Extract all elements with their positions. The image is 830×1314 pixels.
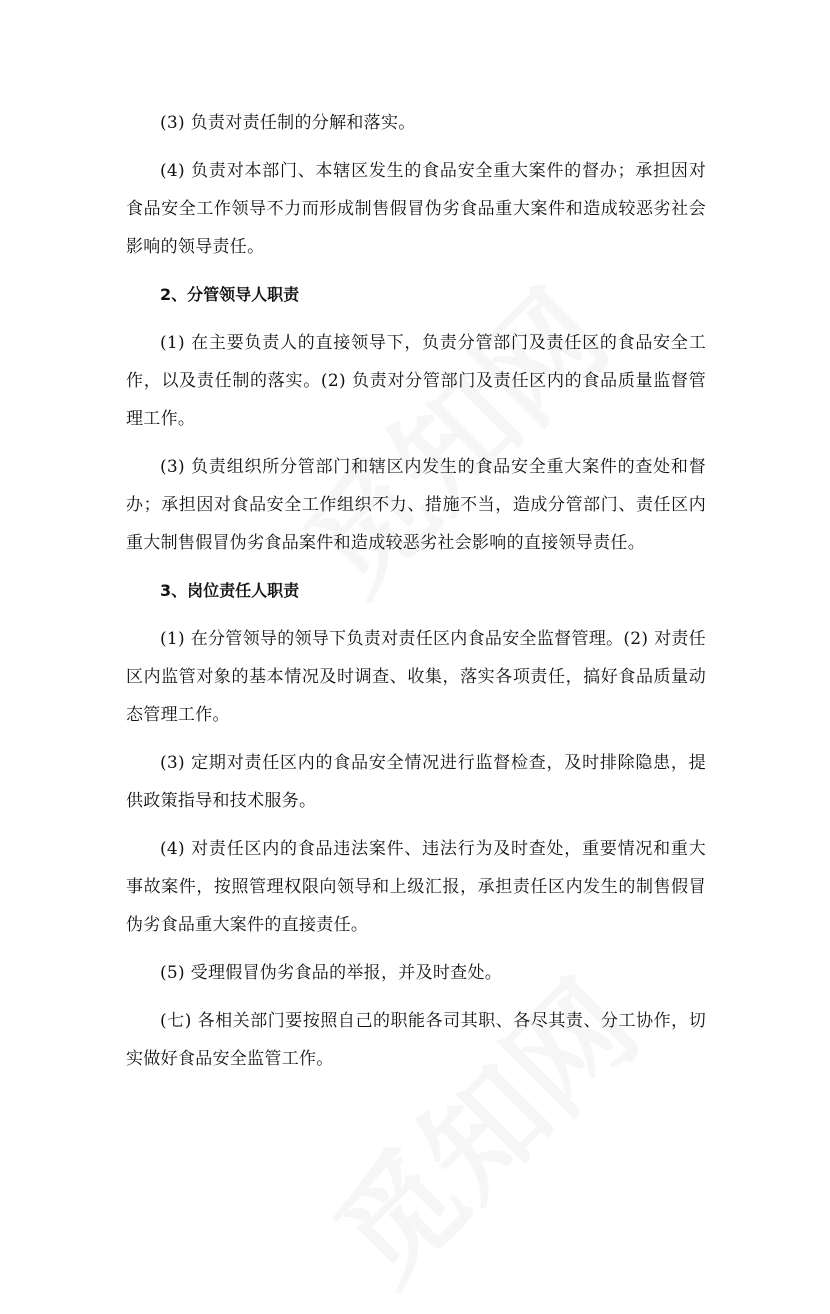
paragraph-deputy-3: (3) 负责组织所分管部门和辖区内发生的食品安全重大案件的查处和督办；承担因对食品安全工作组织不力、措施不当，造成分管部门、责任区内重大制售假冒伪劣食品案件和造成较恶劣社会影响的直接领导责任。 bbox=[126, 457, 706, 553]
paragraph-seven: (七) 各相关部门要按照自己的职能各司其职、各尽其责、分工协作，切实做好食品安全监管工作。 bbox=[126, 1011, 706, 1069]
section-heading-deputy-leader: 2、分管领导人职责 bbox=[160, 285, 300, 304]
paragraph-post-3: (3) 定期对责任区内的食品安全情况进行监督检查，及时排除隐患，提供政策指导和技术服务。 bbox=[126, 753, 706, 811]
paragraph-4-supervise: (4) 负责对本部门、本辖区发生的食品安全重大案件的督办；承担因对食品安全工作领导不力而形成制售假冒伪劣食品重大案件和造成较恶劣社会影响的领导责任。 bbox=[126, 161, 706, 257]
paragraph-3-decompose: (3) 负责对责任制的分解和落实。 bbox=[160, 113, 416, 133]
section-heading-post-responsible: 3、岗位责任人职责 bbox=[160, 581, 300, 600]
paragraph-post-5: (5) 受理假冒伪劣食品的举报，并及时查处。 bbox=[160, 963, 503, 983]
paragraph-post-1-2: (1) 在分管领导的领导下负责对责任区内食品安全监督管理。(2) 对责任区内监管对象的基本情况及时调查、收集，落实各项责任，搞好食品质量动态管理工作。 bbox=[126, 629, 706, 725]
paragraph-post-4: (4) 对责任区内的食品违法案件、违法行为及时查处，重要情况和重大事故案件，按照管理权限向领导和上级汇报，承担责任区内发生的制售假冒伪劣食品重大案件的直接责任。 bbox=[126, 839, 706, 935]
paragraph-deputy-1-2: (1) 在主要负责人的直接领导下，负责分管部门及责任区的食品安全工作，以及责任制的落实。(2) 负责对分管部门及责任区内的食品质量监督管理工作。 bbox=[126, 333, 706, 429]
document-body bbox=[126, 104, 706, 1088]
